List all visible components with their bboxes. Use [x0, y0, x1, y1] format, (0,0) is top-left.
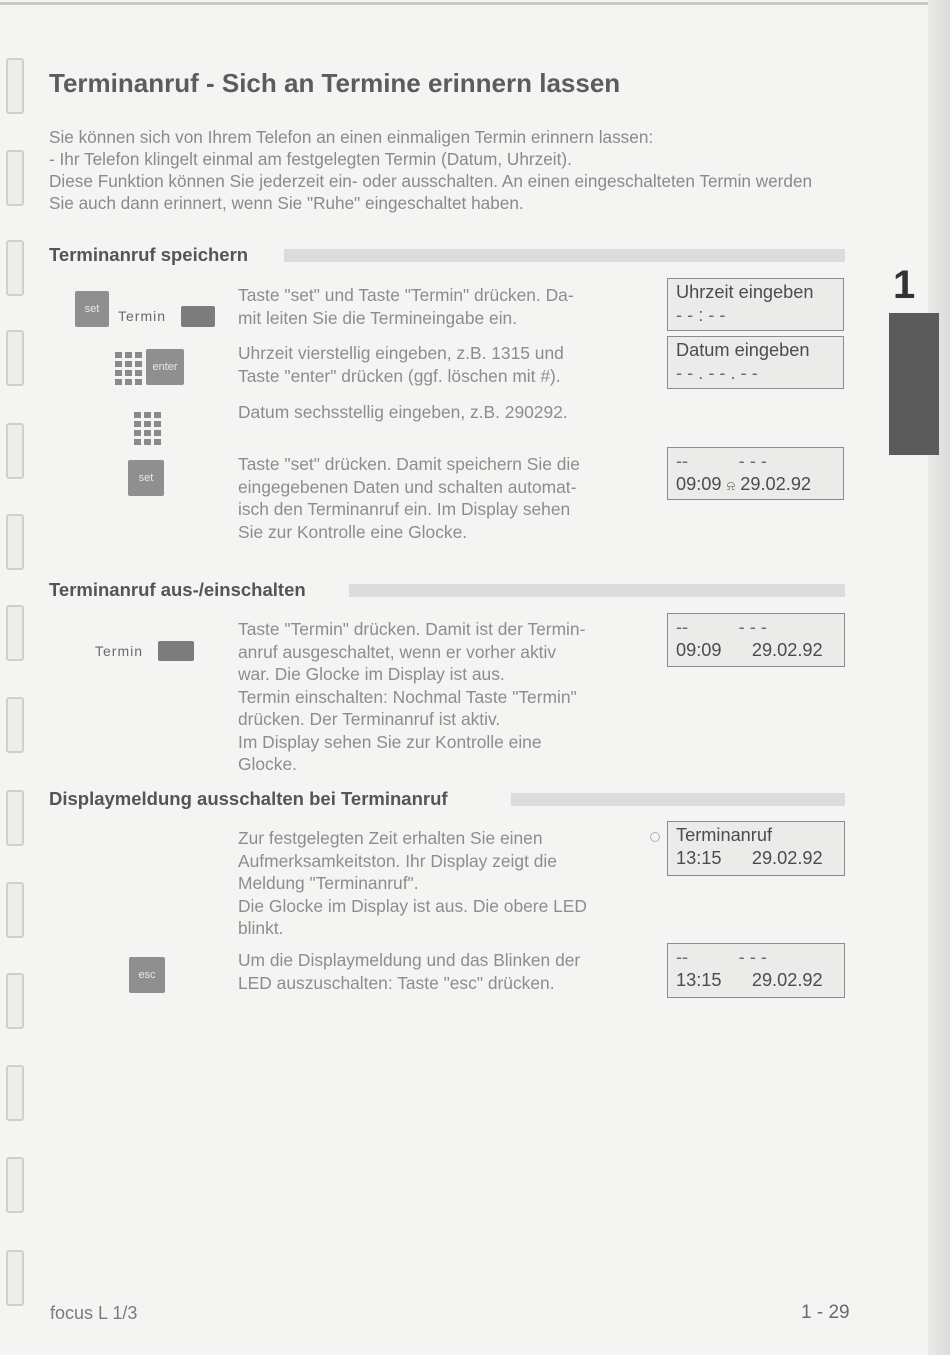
section-title: Terminanruf speichern	[49, 244, 249, 265]
intro-paragraph: Diese Funktion können Sie jederzeit ein- oder ausschalten. An einen eingeschalteten Termin werden Sie auch dann erinnert, wenn Sie "Ruhe" eingeschaltet haben.	[49, 171, 813, 213]
enter-key[interactable]: enter	[146, 349, 184, 385]
step-termin-toggle	[238, 618, 658, 776]
section-title: Displaymeldung ausschalten bei Terminanruf	[49, 788, 448, 809]
binder-hole	[6, 790, 24, 846]
section-heading-displaymeldung	[49, 788, 845, 810]
display-saved	[667, 447, 844, 500]
text-line: Datum sechsstellig eingeben, z.B. 290292.	[238, 402, 568, 422]
set-key[interactable]: set	[128, 460, 164, 496]
binder-hole	[6, 1250, 24, 1306]
page-right-edge	[928, 0, 950, 1355]
esc-key[interactable]: esc	[129, 957, 165, 993]
display-line: -- - - -	[676, 617, 767, 637]
text-line: LED auszuschalten: Taste "esc" drücken.	[238, 972, 555, 993]
step-datum	[238, 401, 648, 424]
binder-hole	[6, 1065, 24, 1121]
binder-hole	[6, 423, 24, 479]
text-line: Die Glocke im Display ist aus. Die obere LED	[238, 895, 587, 916]
section-bar	[349, 584, 845, 597]
display-line: 13:15 29.02.92	[676, 970, 823, 990]
intro-line: Sie können sich von Ihrem Telefon an einen einmaligen Termin erinnern lassen:	[49, 127, 654, 147]
led-icon	[650, 832, 660, 842]
footer-page-number: 1 - 29	[801, 1302, 850, 1323]
display-cleared	[667, 943, 845, 998]
page-title: Terminanruf - Sich an Termine erinnern lassen	[49, 68, 621, 98]
text-line: isch den Terminanruf ein. Im Display sehen	[238, 499, 571, 519]
display-line: Datum eingeben	[676, 340, 810, 360]
termin-key-label: Termin	[95, 643, 144, 659]
section-heading-ausein	[49, 579, 845, 601]
display-line: 13:15 29.02.92	[676, 848, 823, 868]
section-heading-speichern	[49, 244, 845, 266]
display-line: -- - - -	[676, 947, 767, 967]
display-date: 29.02.92	[740, 474, 812, 494]
binder-hole	[6, 58, 24, 114]
intro-bullet: - Ihr Telefon klingelt einmal am festgelegten Termin (Datum, Uhrzeit).	[49, 149, 572, 169]
display-line: - - . - - . - -	[676, 363, 758, 383]
binder-hole	[6, 150, 24, 206]
text-line: eingegebenen Daten und schalten automat-	[238, 476, 577, 497]
step-meldung	[238, 827, 658, 940]
text-line: Meldung "Terminanruf".	[238, 873, 419, 893]
text-line: Zur festgelegten Zeit erhalten Sie einen	[238, 828, 543, 848]
set-key[interactable]: set	[75, 291, 109, 327]
text-line: Termin einschalten: Nochmal Taste "Termin"	[238, 686, 577, 707]
binder-hole	[6, 973, 24, 1029]
text-line: Aufmerksamkeitston. Ihr Display zeigt die	[238, 850, 557, 871]
text-line: Taste "Termin" drücken. Damit ist der Termin-	[238, 619, 586, 639]
binder-hole	[6, 605, 24, 661]
text-line: anruf ausgeschaltet, wenn er vorher aktiv	[238, 641, 557, 662]
section-bar	[284, 249, 845, 262]
text-line: Um die Displaymeldung und das Blinken der	[238, 950, 581, 970]
text-line: Taste "enter" drücken (ggf. löschen mit #).	[238, 365, 561, 386]
keypad-icon	[134, 412, 162, 446]
display-time: 09:09	[676, 474, 722, 494]
binder-hole	[6, 1157, 24, 1213]
section-title: Terminanruf aus-/einschalten	[49, 579, 306, 600]
display-line: -- - - -	[676, 451, 767, 471]
binder-hole	[6, 240, 24, 296]
text-line: mit leiten Sie die Termineingabe ein.	[238, 307, 518, 328]
termin-key-label: Termin	[118, 308, 167, 324]
step-speichern	[238, 453, 658, 543]
text-line: Taste "set" drücken. Damit speichern Sie die	[238, 454, 580, 474]
display-line: Uhrzeit eingeben	[676, 282, 814, 302]
step-esc	[238, 949, 658, 994]
termin-key[interactable]	[158, 641, 194, 661]
text-line: war. Die Glocke im Display ist aus.	[238, 664, 505, 684]
text-line: blinkt.	[238, 918, 284, 938]
text-line: Glocke.	[238, 754, 297, 774]
text-line: Im Display sehen Sie zur Kontrolle eine	[238, 731, 542, 752]
binder-hole	[6, 697, 24, 753]
display-termin-off	[667, 613, 845, 667]
text-line: Taste "set" und Taste "Termin" drücken. Da-	[238, 285, 574, 305]
display-line	[676, 473, 835, 497]
binder-hole	[6, 330, 24, 386]
display-terminanruf	[667, 821, 845, 876]
footer-product: focus L 1/3	[50, 1303, 138, 1323]
display-datum	[667, 336, 844, 389]
chapter-tab	[889, 313, 939, 455]
display-uhrzeit	[667, 278, 844, 331]
text-line: Uhrzeit vierstellig eingeben, z.B. 1315 und	[238, 343, 564, 363]
keypad-icon	[115, 352, 143, 386]
display-line: - - : - -	[676, 305, 726, 325]
step-set-termin	[238, 284, 648, 329]
text-line: drücken. Der Terminanruf ist aktiv.	[238, 709, 501, 729]
binder-hole	[6, 514, 24, 570]
display-line: 09:09 29.02.92	[676, 640, 823, 660]
section-bar	[511, 793, 845, 806]
top-edge-line	[0, 2, 930, 5]
step-uhrzeit	[238, 342, 648, 387]
termin-key[interactable]	[181, 306, 215, 327]
binder-hole	[6, 882, 24, 938]
display-line: Terminanruf	[676, 825, 773, 845]
intro-text	[49, 126, 839, 214]
bell-icon: ⍾	[726, 478, 736, 493]
text-line: Sie zur Kontrolle eine Glocke.	[238, 521, 468, 542]
chapter-number: 1	[893, 263, 916, 307]
